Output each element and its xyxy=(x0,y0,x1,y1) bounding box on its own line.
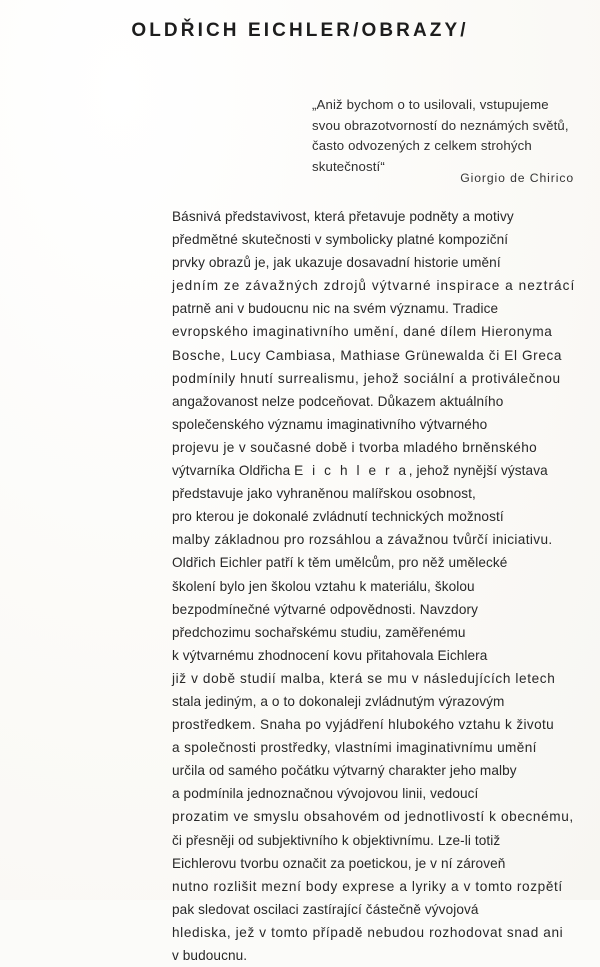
body-line: Eichlerovu tvorbu označit za poetickou, je v ní zároveň xyxy=(172,855,506,871)
body-line: a podmínila jednoznačnou vývojovou linii, vedoucí xyxy=(172,786,479,802)
body-line: malby základnou pro rozsáhlou a závažnou tvůrčí iniciativu. xyxy=(172,532,553,548)
body-line: patrně ani v budoucnu nic na svém významu. Tradice xyxy=(172,301,499,317)
page-title: OLDŘICH EICHLER/OBRAZY/ xyxy=(131,20,469,41)
body-line: Bosche, Lucy Cambiasa, Mathiase Grünewalda či El Greca xyxy=(172,347,563,363)
body-line: pro kterou je dokonalé zvládnutí technických možností xyxy=(172,509,504,525)
epigraph-line: svou obrazotvorností do neznámých světů, xyxy=(312,117,569,133)
body-line: Básnivá představivost, která přetavuje podněty a motivy xyxy=(172,209,514,224)
artist-name-emphasis: E i c h l e r a xyxy=(294,463,409,479)
body-line: prozatim ve smyslu obsahovém od jednotlivostí k obecnému, xyxy=(172,809,574,825)
body-line: Oldřich Eichler patří k těm umělcům, pro něž umělecké xyxy=(172,555,508,571)
body-line: již v době studií malba, která se mu v následujících letech xyxy=(172,670,556,686)
epigraph-quote xyxy=(312,95,574,177)
body-line: projevu je v současné době i tvorba mladého brněnského xyxy=(172,439,538,455)
body-line: určila od samého počátku výtvarný charakter jeho malby xyxy=(172,763,517,779)
body-line: předmětné skutečnosti v symbolicky platné kompoziční xyxy=(172,232,509,248)
body-line: a společnosti prostředky, vlastními imaginativnímu umění xyxy=(172,740,537,756)
body-line: výtvarníka Oldřicha E i c h l e r a, jehož nynější výstava xyxy=(172,463,548,479)
body-text xyxy=(172,205,584,967)
body-line: prostředkem. Snaha po vyjádření hlubokého vztahu k životu xyxy=(172,717,555,733)
body-line: bezpodmínečné výtvarné odpovědnosti. Navzdory xyxy=(172,601,479,617)
body-line: prvky obrazů je, jak ukazuje dosavadní historie umění xyxy=(172,255,501,271)
body-line: v budoucnu. xyxy=(172,948,248,963)
epigraph-line: často odvozených z celkem strohých xyxy=(312,138,532,153)
body-line: angažovanost nelze podceňovat. Důkazem aktuálního xyxy=(172,393,504,409)
body-line: stala jediným, a o to dokonaleji zvládnutým výrazovým xyxy=(172,693,505,709)
body-line: školení bylo jen školou vztahu k materiálu, školou xyxy=(172,578,475,594)
body-line: hlediska, jež v tomto případě nebudou rozhodovat snad ani xyxy=(172,924,564,940)
body-line: společenského významu imaginativního výtvarného xyxy=(172,416,488,432)
body-line: k výtvarnému zhodnocení kovu přitahovala Eichlera xyxy=(172,647,488,663)
body-line: jedním ze závažných zdrojů výtvarné inspirace a neztrácí xyxy=(172,278,576,294)
epigraph-line: skutečností“ xyxy=(312,158,385,174)
body-line: evropského imaginativního umění, dané dílem Hieronyma xyxy=(172,324,553,340)
epigraph-line: „Aniž bychom o to usilovali, vstupujeme xyxy=(312,97,549,112)
epigraph-attribution: Giorgio de Chirico xyxy=(460,171,574,185)
body-line: představuje jako vyhraněnou malířskou osobnost, xyxy=(172,486,476,502)
body-line: či přesněji od subjektivního k objektivnímu. Lze-li totiž xyxy=(172,832,501,848)
body-line: nutno rozlišit mezní body exprese a lyriky a v tomto rozpětí xyxy=(172,878,563,894)
body-line: předchozimu sochařskému studiu, zaměřenému xyxy=(172,624,466,640)
body-line: podmínily hnutí surrealismu, jehož sociální a protiválečnou xyxy=(172,370,561,386)
body-line: pak sledovat oscilaci zastírající částečně vývojová xyxy=(172,901,479,917)
